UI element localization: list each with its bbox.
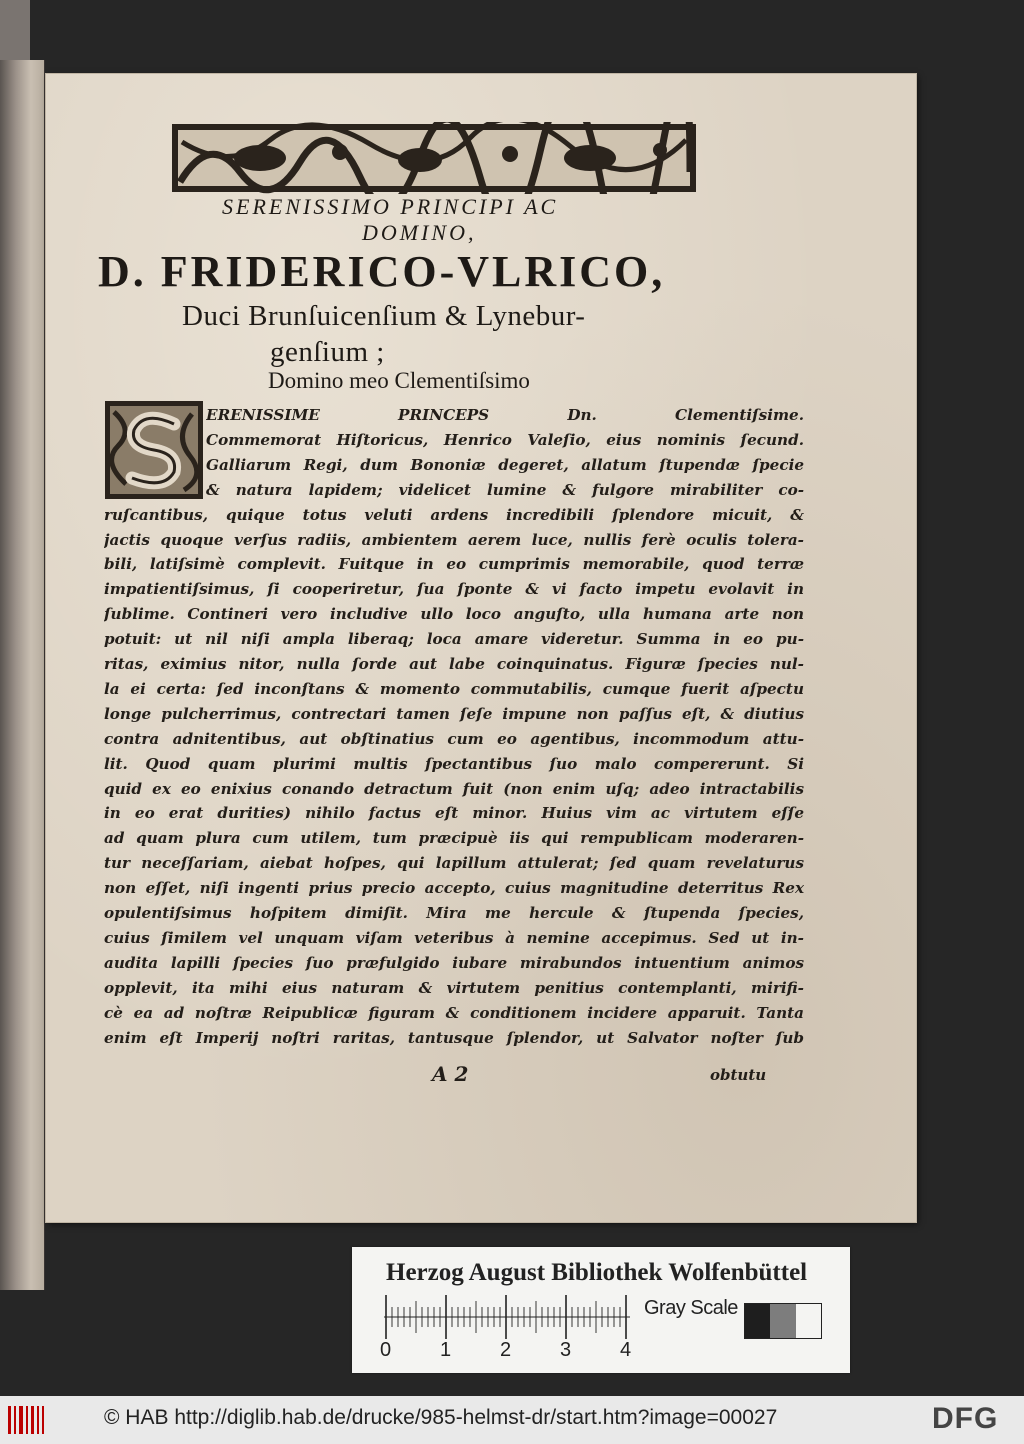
- decorated-initial-s-icon: [104, 400, 204, 500]
- footer-bar: [0, 1396, 1024, 1444]
- heading-line: SERENISSIMO PRINCIPI AC: [222, 194, 559, 219]
- body-line: jactis quoque verſus radiis, ambientem aerem luce, nullis ferè oculis tolera-: [104, 530, 804, 549]
- body-line: enim eſt Imperij noſtri raritas, tantusque ſplendor, ut Salvator noſter ſub: [104, 1028, 804, 1047]
- adjacent-page-edge: [0, 60, 45, 1290]
- body-line: opplevit, ita mihi eius naturam & virtutem penitius contemplanti, mirifi-: [104, 978, 804, 997]
- ruler-number: 1: [440, 1339, 452, 1361]
- body-line: contra adnitentibus, aut obſtinatius cum eo agentibus, incommodum attu-: [104, 729, 804, 748]
- heading-line: DOMINO,: [362, 220, 477, 245]
- ruler-scale-icon: [382, 1293, 632, 1341]
- body-line: Galliarum Regi, dum Bononiæ degeret, allatum ſtupendæ ſpecie: [206, 455, 804, 474]
- book-page: [46, 74, 916, 1222]
- ruler-numbers: [376, 1339, 646, 1363]
- body-line: cè ea ad noſtræ Reipublicæ figuram & conditionem incidere apparuit. Tanta: [104, 1003, 804, 1022]
- signature-mark: A 2: [432, 1062, 469, 1086]
- adjacent-page-top: [0, 0, 30, 60]
- gray-swatch: [796, 1304, 821, 1338]
- body-line: cuius ſimilem vel unquam viſam veteribus à nemine accepimus. Sed ut in-: [104, 928, 804, 947]
- body-line: longe pulcherrimus, contrectari tamen ſeſe impune non paſſus eſt, & diutius: [104, 704, 804, 723]
- body-line: ſublime. Contineri vero includive ullo loco anguſto, ulla humana arte non: [104, 605, 804, 624]
- body-line: ad quam plura cum utilem, tum præcipuè iis qui rempublicam moderaren-: [104, 829, 804, 848]
- heading-name: D. FRIDERICO-VLRICO,: [98, 247, 666, 296]
- gray-scale-label: Gray Scale: [644, 1297, 738, 1319]
- body-line: bili, latiſsimè complevit. Fuitque in eo cumprimis memorabile, quod terræ: [104, 555, 804, 574]
- color-calibration-card: [352, 1247, 850, 1373]
- body-line: quid ex eo enixius conando detractum fuit (non enim uſq; adeo intractabilis: [104, 779, 804, 798]
- barcode-icon: [6, 1404, 46, 1436]
- body-line: impatientiſsimus, ſi cooperiretur, ſua ſponte & vi facto impetu evolavit in: [104, 580, 804, 599]
- body-line: ruſcantibus, quique totus veluti ardens incredibili ſplendore micuit, &: [104, 505, 804, 524]
- heading-line: Domino meo Clementiſsimo: [268, 368, 530, 393]
- ruler-number: 3: [560, 1339, 572, 1361]
- ornament-band-icon: [170, 122, 698, 194]
- body-line: ERENISSIME PRINCEPS Dn. Clementiſsime.: [206, 406, 804, 424]
- copyright-url[interactable]: © HAB http://diglib.hab.de/drucke/985-helmst-dr/start.htm?image=00027: [104, 1406, 778, 1429]
- heading-line: genſium ;: [270, 336, 385, 368]
- gray-swatch: [745, 1304, 770, 1338]
- body-line: non eſſet, niſi ingenti prius precio accepto, cuius magnitudine deterritus Rex: [104, 879, 804, 898]
- gray-scale-swatches: [744, 1303, 822, 1339]
- body-line: ritas, eximius nitor, nulla ſorde aut labe coinquinatus. Figuræ ſpecies nul-: [104, 655, 804, 673]
- body-line: opulentiſsimus hoſpitem dimiſit. Mira me hercule & ſtupenda ſpecies,: [104, 904, 804, 922]
- body-line: in eo erat durities) nihilo factus eſt minor. Huius vim ac virtutem eſſe: [104, 804, 804, 823]
- body-line: lit. Quod quam plurimi multis ſpectantibus ſuo malo compererunt. Si: [104, 754, 804, 773]
- body-line: & natura lapidem; videlicet lumine & fulgore mirabiliter co-: [206, 480, 804, 499]
- body-line: potuit: ut nil niſi ampla liberaq; loca amare videretur. Summa in eo pu-: [104, 630, 804, 649]
- body-line: tur neceſſariam, aiebat hoſpes, qui lapillum attulerat; ſed quam revelaturus: [104, 854, 804, 873]
- gray-swatch: [770, 1304, 795, 1338]
- ruler-number: 0: [380, 1339, 392, 1361]
- body-line: Commemorat Hiſtoricus, Henrico Valeſio, eius nominis ſecund.: [206, 430, 804, 449]
- dfg-logo: DFG: [932, 1402, 999, 1435]
- card-title: Herzog August Bibliothek Wolfenbüttel: [386, 1259, 808, 1286]
- catchword: obtutu: [710, 1066, 767, 1084]
- ruler-number: 4: [620, 1339, 632, 1361]
- heading-line: Duci Brunſuicenſium & Lynebur-: [182, 300, 586, 332]
- body-line: la ei certa: ſed inconſtans & momento commutabilis, cumque fuerit aſpectu: [104, 679, 804, 698]
- ruler-number: 2: [500, 1339, 512, 1361]
- body-line: audita lapilli ſpecies ſuo præfulgido iubare mirabundos intuentium animos: [104, 953, 804, 972]
